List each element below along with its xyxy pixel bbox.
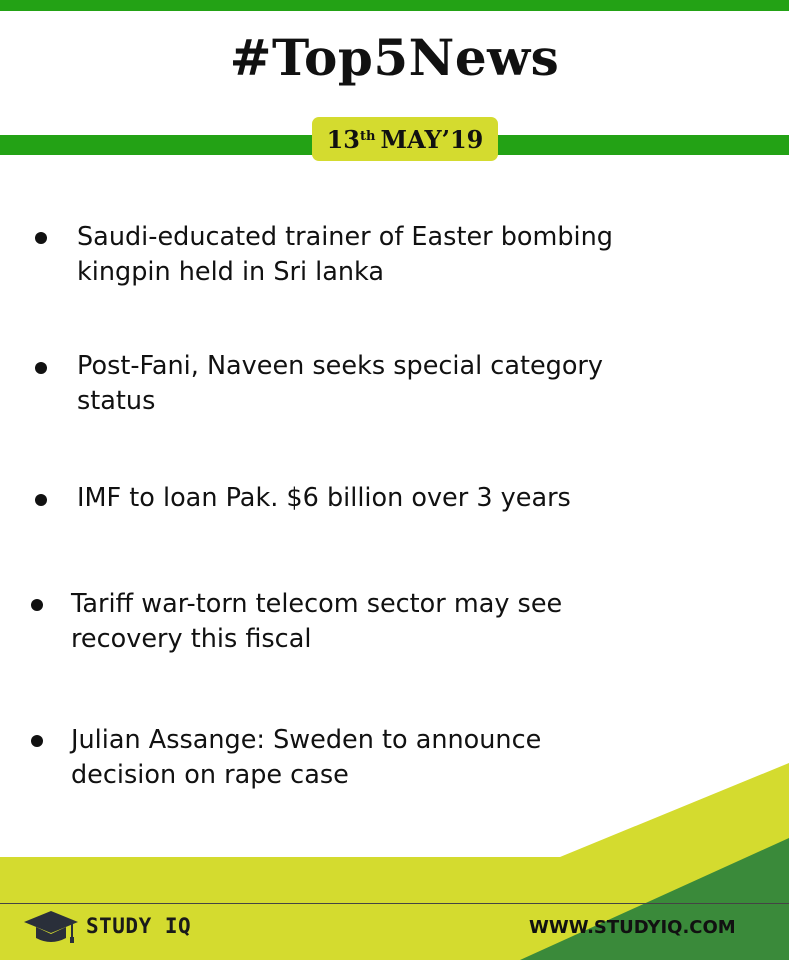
news-headline-line: Tariff war-torn telecom sector may see xyxy=(71,589,563,619)
news-headline-line: Post-Fani, Naveen seeks special category xyxy=(77,351,603,381)
news-headline-line: kingpin held in Sri lanka xyxy=(77,257,384,287)
corner-yellow-wedge xyxy=(560,763,789,857)
news-headline-line: decision on rape case xyxy=(71,760,349,790)
news-headline-line: Julian Assange: Sweden to announce xyxy=(71,725,542,755)
date-month-year: MAY’19 xyxy=(380,124,484,154)
news-headline-line: recovery this fiscal xyxy=(71,624,312,654)
date-day: 13 xyxy=(326,124,361,154)
page-title: #Top5News xyxy=(229,28,560,87)
brand-logo-text: STUDY IQ xyxy=(86,914,192,938)
graduation-cap-icon xyxy=(22,908,80,948)
news-headline-line: Saudi-educated trainer of Easter bombing xyxy=(77,222,613,252)
website-url[interactable]: WWW.STUDYIQ.COM xyxy=(529,917,736,938)
footer-divider-line xyxy=(0,903,789,904)
news-headline-line: status xyxy=(77,386,156,416)
date-suffix: th xyxy=(360,128,376,144)
news-headline-line: IMF to loan Pak. $6 billion over 3 years xyxy=(77,483,571,513)
